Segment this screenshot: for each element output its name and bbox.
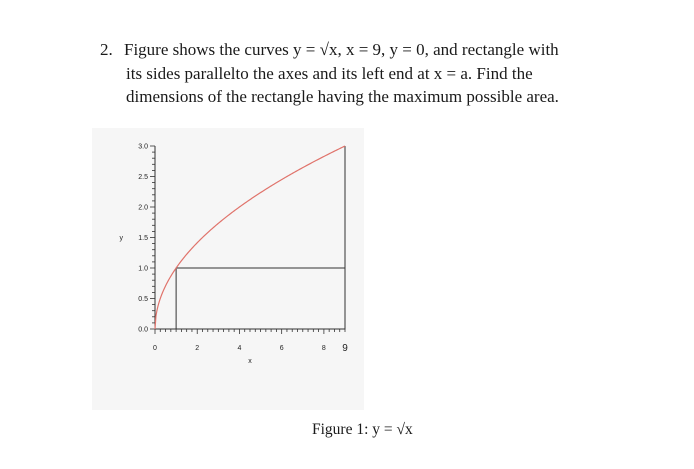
problem-line-3: dimensions of the rectangle having the maximum possible area. bbox=[126, 87, 559, 106]
y-tick-label: 2.5 bbox=[138, 174, 148, 181]
x-axis-label: x bbox=[248, 358, 252, 365]
problem-line-1: Figure shows the curves y = √x, x = 9, y = 0, and rectangle with bbox=[124, 40, 559, 59]
y-tick-label: 1.0 bbox=[138, 265, 148, 273]
problem-line-2: its sides parallelto the axes and its left end at x = a. Find the bbox=[126, 63, 533, 83]
problem-statement bbox=[100, 38, 660, 109]
x-tick-label: 2 bbox=[195, 345, 200, 352]
x-tick-label: 6 bbox=[279, 345, 284, 352]
problem-number: 2. bbox=[100, 40, 113, 59]
y-tick-label: 0.5 bbox=[138, 296, 148, 303]
sqrt-plot-svg bbox=[92, 128, 364, 410]
figure-caption: Figure 1: y = √x bbox=[312, 421, 413, 438]
x-tick-label: 8 bbox=[321, 345, 326, 352]
y-tick-label: 1.5 bbox=[138, 235, 148, 242]
y-tick-label: 3.0 bbox=[138, 143, 148, 151]
max-area-rectangle bbox=[176, 268, 345, 329]
x-tick-label: 0 bbox=[153, 345, 157, 352]
sqrt-curve bbox=[155, 146, 345, 329]
y-tick-label: 0.0 bbox=[138, 326, 148, 334]
x-tick-label: 9 bbox=[342, 343, 348, 354]
figure-plot bbox=[92, 128, 364, 410]
y-axis-label: y bbox=[119, 235, 123, 242]
y-tick-label: 2.0 bbox=[138, 204, 148, 212]
x-tick-label: 4 bbox=[237, 345, 242, 352]
